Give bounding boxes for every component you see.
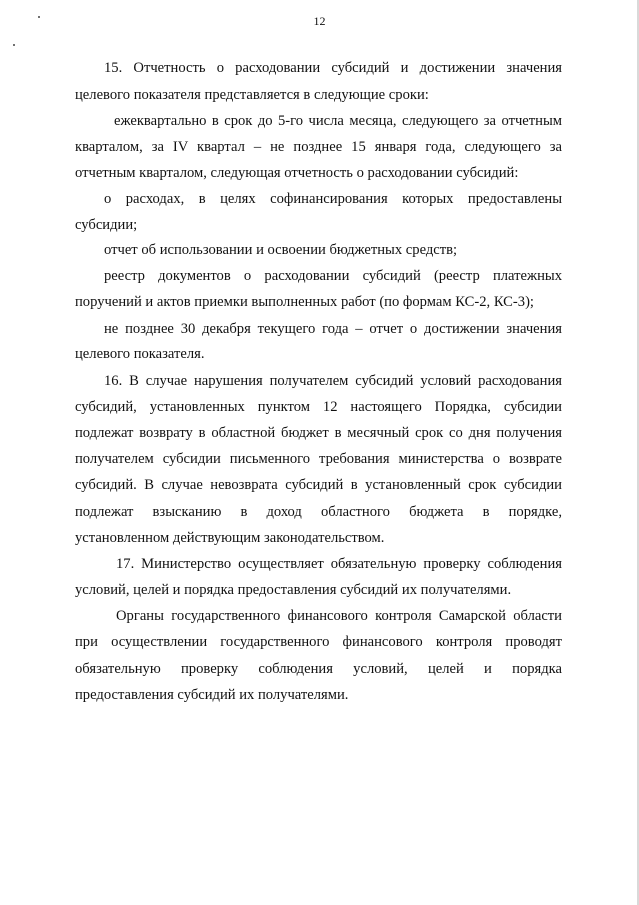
list-item-registry-line-1: реестр документов о расходовании субсидий (реестр платежных [104, 268, 562, 284]
paragraph-control-line-4: предоставления субсидий их получателями. [75, 687, 349, 703]
list-item-usage-report: отчет об использовании и освоении бюджетных средств; [104, 242, 458, 258]
paragraph-16-line-4: получателем субсидии письменного требования министерства о возврате [75, 451, 562, 467]
paragraph-16-line-7: установленном действующим законодательством. [75, 530, 385, 546]
list-item-registry-line-2: поручений и актов приемки выполненных работ (по формам КС-2, КС-3); [75, 294, 534, 310]
paragraph-16-line-1: 16. В случае нарушения получателем субсидий условий расходования [104, 373, 562, 389]
paragraph-control-line-2: при осуществлении государственного финансового контроля проводят [75, 634, 562, 650]
scan-speck [13, 44, 15, 46]
page-number: 12 [313, 14, 326, 28]
list-item-quarterly-line-3: отчетным кварталом, следующая отчетность о расходовании субсидий: [75, 165, 519, 181]
list-item-december-line-1: не позднее 30 декабря текущего года – отчет о достижении значения [104, 321, 562, 337]
list-item-quarterly-line-2: кварталом, за IV квартал – не позднее 15 января года, следующего за [75, 139, 562, 155]
list-item-expenses-line-2: субсидии; [75, 217, 138, 233]
paragraph-17-line-2: условий, целей и порядка предоставления субсидий их получателями. [75, 582, 512, 598]
paragraph-16-line-5: субсидий. В случае невозврата субсидий в установленный срок субсидии [75, 477, 562, 493]
list-item-expenses-line-1: о расходах, в целях софинансирования которых предоставлены [104, 191, 562, 207]
paragraph-16-line-6: подлежат взысканию в доход областного бюджета в порядке, [75, 504, 562, 520]
paragraph-15-line-1: 15. Отчетность о расходовании субсидий и достижении значения [104, 60, 562, 76]
list-item-quarterly-line-1: ежеквартально в срок до 5-го числа месяца, следующего за отчетным [114, 113, 562, 129]
paragraph-16-line-2: субсидий, установленных пунктом 12 настоящего Порядка, субсидии [75, 399, 562, 415]
paragraph-control-line-3: обязательную проверку соблюдения условий, целей и порядка [75, 661, 562, 677]
paragraph-15-line-2: целевого показателя представляется в следующие сроки: [75, 87, 429, 103]
paragraph-17-line-1: 17. Министерство осуществляет обязательную проверку соблюдения [116, 556, 562, 572]
list-item-december-line-2: целевого показателя. [75, 346, 205, 362]
paragraph-control-line-1: Органы государственного финансового контроля Самарской области [116, 608, 562, 624]
paragraph-16-line-3: подлежат возврату в областной бюджет в месячный срок со дня получения [75, 425, 562, 441]
